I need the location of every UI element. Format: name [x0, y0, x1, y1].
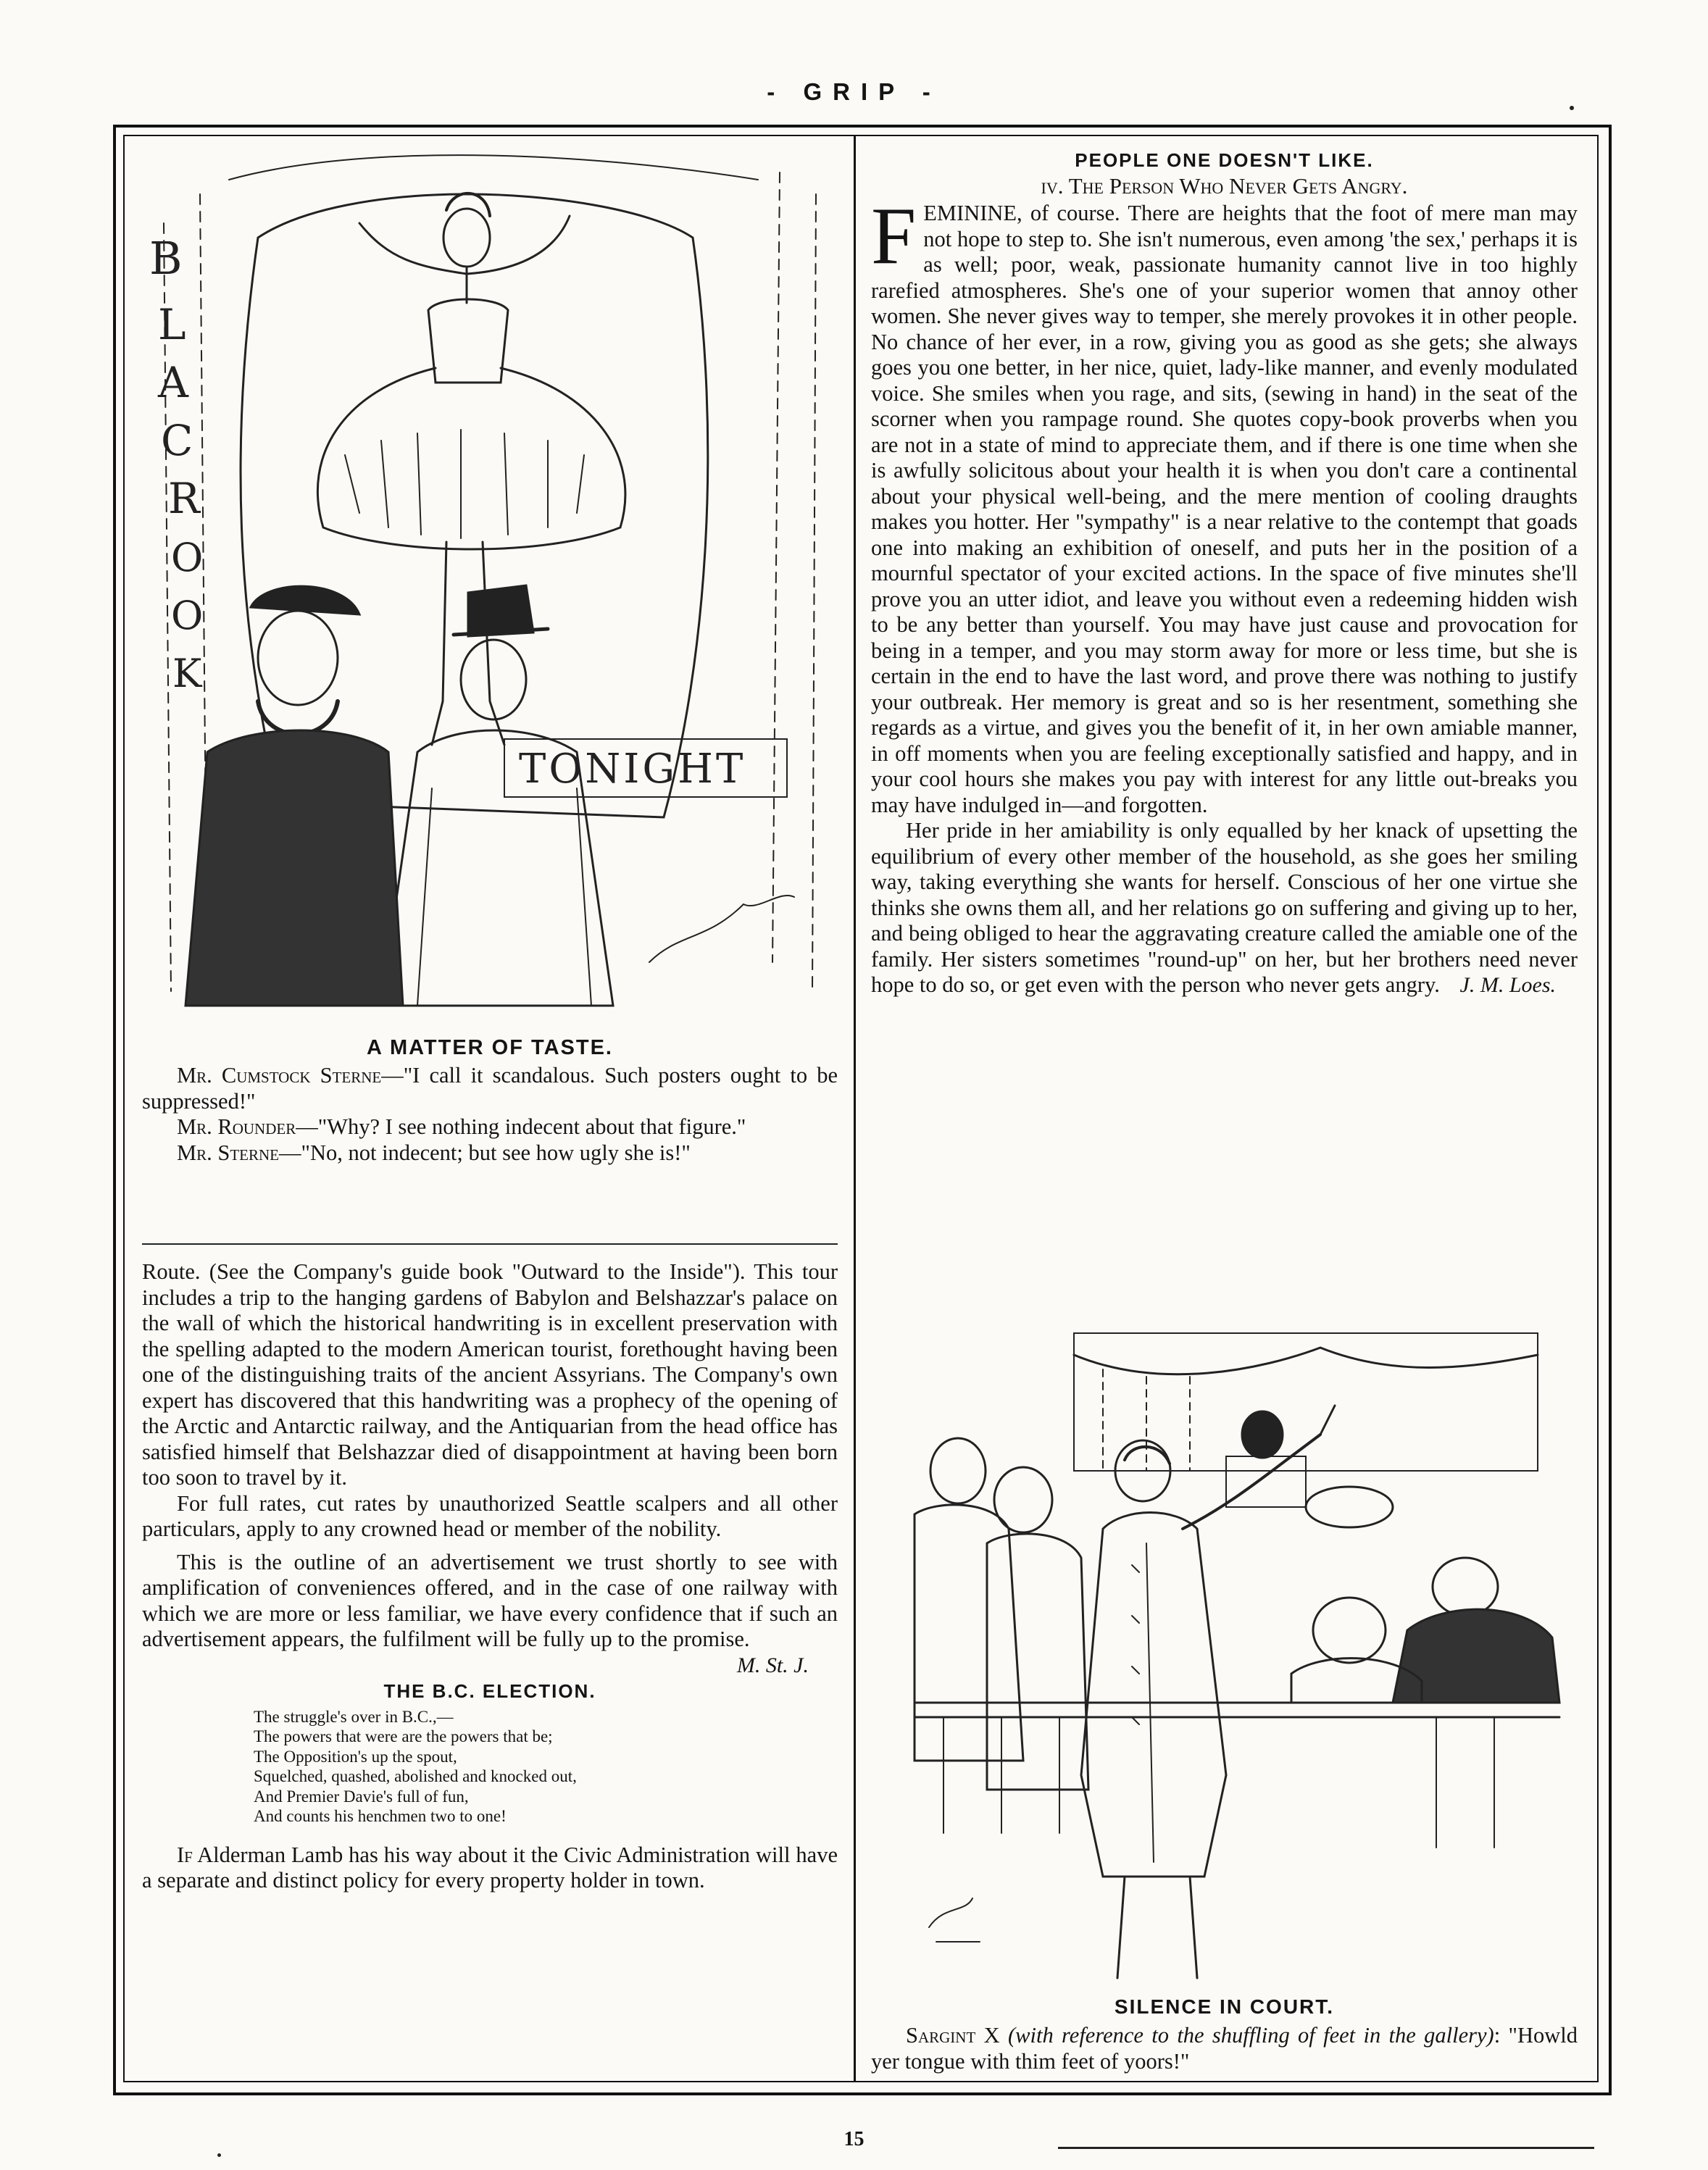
- poem-line: And counts his henchmen two to one!: [254, 1807, 507, 1825]
- dialogue-speaker: Mr. Rounder: [177, 1114, 296, 1139]
- poem-line: And Premier Davie's full of fun,: [254, 1787, 469, 1806]
- poster-tonight: TONIGHT: [519, 746, 746, 793]
- dialogue-text: —"I call it scandalous. Such posters ought to be suppressed!": [142, 1063, 838, 1114]
- svg-text:L: L: [158, 300, 186, 349]
- svg-text:A: A: [158, 358, 188, 407]
- svg-text:R: R: [168, 474, 200, 523]
- route-paragraph: Route. (See the Company's guide book "Outward to the Inside"). This tour includes a trip to the hanging gardens of Babylon and Belshazzar's palace on the wall of which the historical handwriting is in excellent preservation with the spelling adapted to the modern American tourist, forethought having been one of the distinguishing traits of the ancient Assyrians. The Company's own expert has discovered that this handwriting was a prophecy of the opening of the Arctic and Antarctic railway, and the Antiquarian from the head office has satisfied himself that Belshazzar died of disappointment at having been born too soon to travel by it.: [142, 1259, 838, 1490]
- drop-cap: F: [871, 191, 917, 281]
- cartoon-title: A MATTER OF TASTE.: [367, 1036, 613, 1059]
- lamb-text: Alderman Lamb has his way about it the Civic Administration will have a separate and distinct policy for every property holder in town.: [142, 1842, 838, 1893]
- poem-line: The struggle's over in B.C.,—: [254, 1707, 454, 1726]
- dialogue-text: —"Why? I see nothing indecent about that figure.": [296, 1114, 746, 1139]
- dialogue-line: [142, 1063, 838, 1114]
- masthead: - GRIP -: [767, 78, 941, 105]
- svg-text:O: O: [171, 593, 204, 638]
- svg-text:C: C: [161, 416, 193, 465]
- page-number: 15: [843, 2128, 865, 2150]
- article-people-one-doesnt-like: [871, 149, 1578, 998]
- caption-direction: (with reference to the shuffling of feet in the gallery): [1008, 2023, 1494, 2048]
- section-rule: [142, 1243, 838, 1245]
- dialogue-line: [142, 1140, 838, 1167]
- dialogue-speaker: Mr. Cumstock Sterne: [177, 1063, 382, 1088]
- route-signature: M. St. J.: [736, 1653, 809, 1677]
- ink-dot: [1570, 106, 1574, 110]
- column-divider: [854, 135, 856, 2081]
- cartoon-caption-silence-in-court: [871, 1995, 1578, 2074]
- svg-text:O: O: [171, 535, 204, 580]
- cartoon-caption-matter-of-taste: [142, 1036, 838, 1166]
- cartoon-title: SILENCE IN COURT.: [1114, 1995, 1335, 2018]
- svg-text:K: K: [172, 651, 202, 696]
- route-article: [142, 1259, 838, 1894]
- article-signature: J. M. Loes.: [1459, 972, 1556, 997]
- cartoon-caption-text: [871, 2023, 1578, 2074]
- article-subtitle: iv. The Person Who Never Gets Angry.: [1041, 173, 1408, 199]
- ink-dot: [217, 2153, 221, 2157]
- poem-line: Squelched, quashed, abolished and knocked out,: [254, 1767, 577, 1785]
- lamb-paragraph: [142, 1843, 838, 1894]
- poem-line: The Opposition's up the spout,: [254, 1747, 457, 1766]
- dialogue-text: —"No, not indecent; but see how ugly she is!": [279, 1140, 691, 1165]
- dialogue-line: [142, 1114, 838, 1140]
- illustration-matter-of-taste: [142, 151, 838, 1020]
- election-poem: [142, 1707, 838, 1827]
- footer-rule: [1058, 2147, 1594, 2149]
- caption-quote: : "Howld yer tongue with thim feet of yoors!": [871, 2023, 1578, 2074]
- article-paragraph-text: EMININE, of course. There are heights that the foot of mere man may not hope to step to. She isn't numerous, even among 'the sex,' perhaps it is as well; poor, weak, passionate humanity cannot live in too highly rarefied atmospheres. She's one of your superior women that annoy other women. She never gives way to temper, she merely provokes it in other people. No chance of her ever, in a row, giving you as good as she gets; she always goes you one better, in her nice, quiet, lady-like manner, and evenly modulated voice. She smiles when you rage, and sits, (sewing in hand) in the seat of the scorner when you rampage round. She quotes copy-book proverbs when you are not in a state of mind to appreciate them, and if there is one time when she is awfully solicitous about your health it is when you don't care a continental about your physical well-being, and the mere mention of cooling draughts makes you hotter. Her "sympathy" is a near relative to the contempt that goads one into making an exhibition of oneself, and puts her in the position of a mournful spectator of your excited actions. In the space of five minutes she'll prove you an utter idiot, and leave you without even a redeeming hidden wish to be any better than yourself. You may have just cause and provocation for being in a temper, and you may storm away for more or less time, but she is certain in the end to have the last word, and prove there was nothing to justify your outbreak. Her memory is great and so is her resentment, something she regards as a virtue, and gives you the benefit of it, in her own amiable manner, in off moments when you are feeling exceptionally satisfied and happy, and in your cool hours she makes you pay with interest for any little out-breaks you may have indulged in—and forgotten.: [871, 201, 1578, 817]
- article-paragraph: Her pride in her amiability is only equalled by her knack of upsetting the equilibrium of every other member of the household, as she goes her smiling way, taking everything she wants for herself. Conscious of her one virtue she thinks she owns them all, and her relations go on suffering and giving up to her, and being obliged to hear the aggravating creature called the amiable one of the family. Her sisters sometimes "round-up" on her, but her brothers need never hope to do so, or get even with the person who never gets angry.: [871, 818, 1578, 997]
- illustration-silence-in-court: [886, 1326, 1581, 1992]
- route-paragraph: For full rates, cut rates by unauthorized Seattle scalpers and all other particulars, apply to any crowned head or member of the nobility.: [142, 1490, 838, 1541]
- dialogue-speaker: Mr. Sterne: [177, 1140, 279, 1165]
- poster-letter: B: [149, 232, 183, 285]
- caption-speaker: Sargint X: [906, 2023, 1000, 2048]
- article-paragraph: [871, 191, 1578, 818]
- article-title: PEOPLE ONE DOESN'T LIKE.: [1075, 149, 1374, 171]
- lamb-lead: If: [177, 1842, 193, 1867]
- route-paragraph: This is the outline of an advertisement we trust shortly to see with amplification of conveniences offered, and in the case of one railway with which we are more or less familiar, we have every confidence that if such an advertisement appears, the fulfilment will be fully up to the promise.: [142, 1549, 838, 1651]
- election-title: THE B.C. ELECTION.: [383, 1679, 596, 1702]
- poem-line: The powers that were are the powers that be;: [254, 1727, 553, 1745]
